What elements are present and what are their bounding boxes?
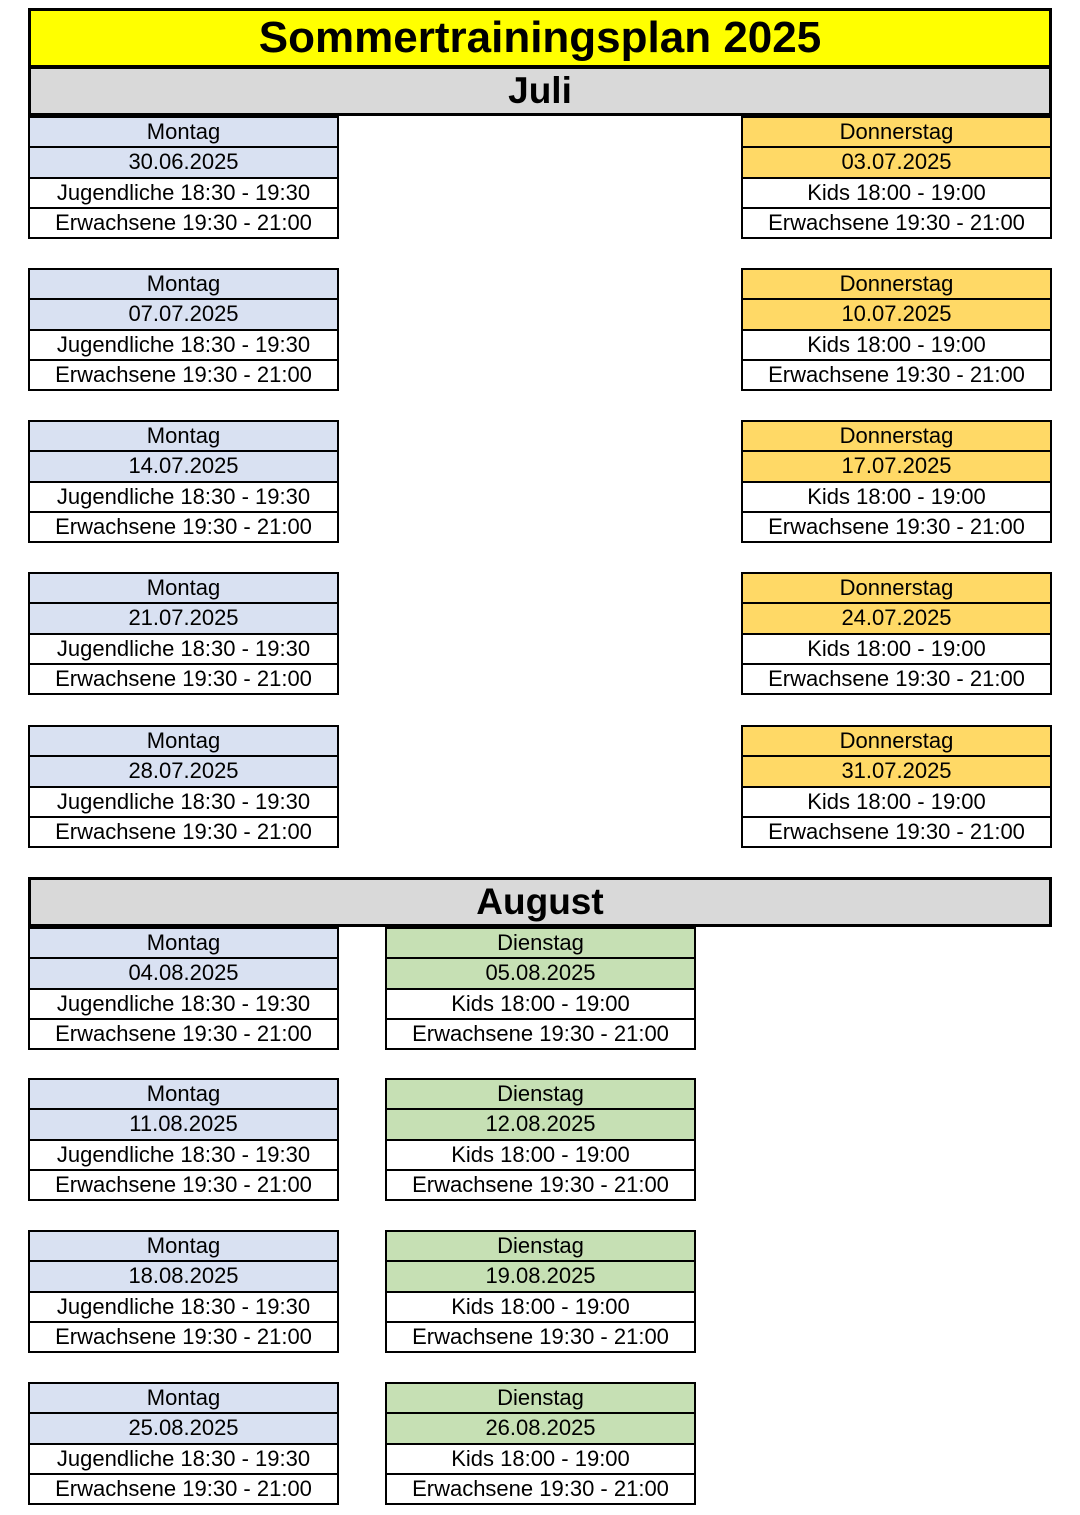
date-label: 31.07.2025 — [743, 757, 1050, 787]
weekday-label: Dienstag — [387, 1232, 694, 1262]
session-adults: Erwachsene 19:30 - 21:00 — [768, 361, 1025, 387]
session-kids: Kids 18:00 - 19:00 — [743, 635, 1050, 665]
schedule-block-july-thursday-4 — [741, 572, 1052, 695]
date-label: 25.08.2025 — [30, 1414, 337, 1444]
schedule-block-july-monday-5 — [28, 725, 339, 848]
weekday-label: Montag — [30, 1384, 337, 1414]
date-label: 17.07.2025 — [743, 452, 1050, 482]
date-label: 07.07.2025 — [30, 300, 337, 330]
session-adults: Erwachsene 19:30 - 21:00 — [412, 1171, 669, 1197]
date-label: 26.08.2025 — [387, 1414, 694, 1444]
weekday-label: Dienstag — [387, 1384, 694, 1414]
weekday-label: Dienstag — [387, 929, 694, 959]
session-youth: Jugendliche 18:30 - 19:30 — [30, 483, 337, 513]
weekday-label: Dienstag — [387, 1080, 694, 1110]
schedule-block-august-monday-3 — [28, 1230, 339, 1353]
weekday-label: Montag — [30, 929, 337, 959]
schedule-block-july-thursday-1 — [741, 116, 1052, 239]
session-kids: Kids 18:00 - 19:00 — [743, 483, 1050, 513]
session-adults: Erwachsene 19:30 - 21:00 — [55, 1020, 312, 1046]
session-youth: Jugendliche 18:30 - 19:30 — [30, 1141, 337, 1171]
session-youth: Jugendliche 18:30 - 19:30 — [30, 635, 337, 665]
date-label: 28.07.2025 — [30, 757, 337, 787]
schedule-block-july-monday-1 — [28, 116, 339, 239]
date-label: 03.07.2025 — [743, 148, 1050, 178]
date-label: 12.08.2025 — [387, 1110, 694, 1140]
session-youth: Jugendliche 18:30 - 19:30 — [30, 1293, 337, 1323]
session-adults: Erwachsene 19:30 - 21:00 — [55, 1171, 312, 1197]
session-youth: Jugendliche 18:30 - 19:30 — [30, 788, 337, 818]
session-youth: Jugendliche 18:30 - 19:30 — [30, 1445, 337, 1475]
weekday-label: Montag — [30, 727, 337, 757]
session-adults: Erwachsene 19:30 - 21:00 — [55, 209, 312, 235]
schedule-block-july-monday-3 — [28, 420, 339, 543]
session-youth: Jugendliche 18:30 - 19:30 — [30, 990, 337, 1020]
session-adults: Erwachsene 19:30 - 21:00 — [412, 1020, 669, 1046]
weekday-label: Donnerstag — [743, 727, 1050, 757]
session-youth: Jugendliche 18:30 - 19:30 — [30, 331, 337, 361]
month-header-august: August — [28, 877, 1052, 927]
session-kids: Kids 18:00 - 19:00 — [743, 331, 1050, 361]
session-adults: Erwachsene 19:30 - 21:00 — [768, 513, 1025, 539]
schedule-block-july-monday-4 — [28, 572, 339, 695]
date-label: 14.07.2025 — [30, 452, 337, 482]
session-adults: Erwachsene 19:30 - 21:00 — [55, 513, 312, 539]
session-adults: Erwachsene 19:30 - 21:00 — [55, 665, 312, 691]
session-kids: Kids 18:00 - 19:00 — [743, 179, 1050, 209]
session-kids: Kids 18:00 - 19:00 — [387, 990, 694, 1020]
session-adults: Erwachsene 19:30 - 21:00 — [768, 818, 1025, 844]
date-label: 04.08.2025 — [30, 959, 337, 989]
session-adults: Erwachsene 19:30 - 21:00 — [768, 665, 1025, 691]
session-youth: Jugendliche 18:30 - 19:30 — [30, 179, 337, 209]
weekday-label: Donnerstag — [743, 422, 1050, 452]
session-kids: Kids 18:00 - 19:00 — [387, 1445, 694, 1475]
weekday-label: Donnerstag — [743, 574, 1050, 604]
schedule-block-august-monday-1 — [28, 927, 339, 1050]
date-label: 30.06.2025 — [30, 148, 337, 178]
page-title: Sommertrainingsplan 2025 — [28, 8, 1052, 66]
weekday-label: Donnerstag — [743, 270, 1050, 300]
date-label: 24.07.2025 — [743, 604, 1050, 634]
session-adults: Erwachsene 19:30 - 21:00 — [55, 818, 312, 844]
date-label: 21.07.2025 — [30, 604, 337, 634]
session-adults: Erwachsene 19:30 - 21:00 — [412, 1323, 669, 1349]
session-adults: Erwachsene 19:30 - 21:00 — [55, 1475, 312, 1501]
weekday-label: Montag — [30, 118, 337, 148]
schedule-block-july-thursday-2 — [741, 268, 1052, 391]
schedule-block-august-tuesday-3 — [385, 1230, 696, 1353]
weekday-label: Montag — [30, 422, 337, 452]
date-label: 18.08.2025 — [30, 1262, 337, 1292]
schedule-block-july-thursday-3 — [741, 420, 1052, 543]
session-kids: Kids 18:00 - 19:00 — [387, 1141, 694, 1171]
schedule-block-august-monday-2 — [28, 1078, 339, 1201]
schedule-block-august-tuesday-1 — [385, 927, 696, 1050]
schedule-block-august-tuesday-4 — [385, 1382, 696, 1505]
weekday-label: Donnerstag — [743, 118, 1050, 148]
date-label: 19.08.2025 — [387, 1262, 694, 1292]
session-adults: Erwachsene 19:30 - 21:00 — [55, 1323, 312, 1349]
weekday-label: Montag — [30, 1080, 337, 1110]
session-adults: Erwachsene 19:30 - 21:00 — [768, 209, 1025, 235]
schedule-block-august-tuesday-2 — [385, 1078, 696, 1201]
session-kids: Kids 18:00 - 19:00 — [387, 1293, 694, 1323]
schedule-block-july-thursday-5 — [741, 725, 1052, 848]
date-label: 05.08.2025 — [387, 959, 694, 989]
schedule-block-july-monday-2 — [28, 268, 339, 391]
session-adults: Erwachsene 19:30 - 21:00 — [55, 361, 312, 387]
session-adults: Erwachsene 19:30 - 21:00 — [412, 1475, 669, 1501]
schedule-block-august-monday-4 — [28, 1382, 339, 1505]
date-label: 10.07.2025 — [743, 300, 1050, 330]
month-header-july: Juli — [28, 66, 1052, 116]
date-label: 11.08.2025 — [30, 1110, 337, 1140]
weekday-label: Montag — [30, 270, 337, 300]
session-kids: Kids 18:00 - 19:00 — [743, 788, 1050, 818]
weekday-label: Montag — [30, 574, 337, 604]
weekday-label: Montag — [30, 1232, 337, 1262]
